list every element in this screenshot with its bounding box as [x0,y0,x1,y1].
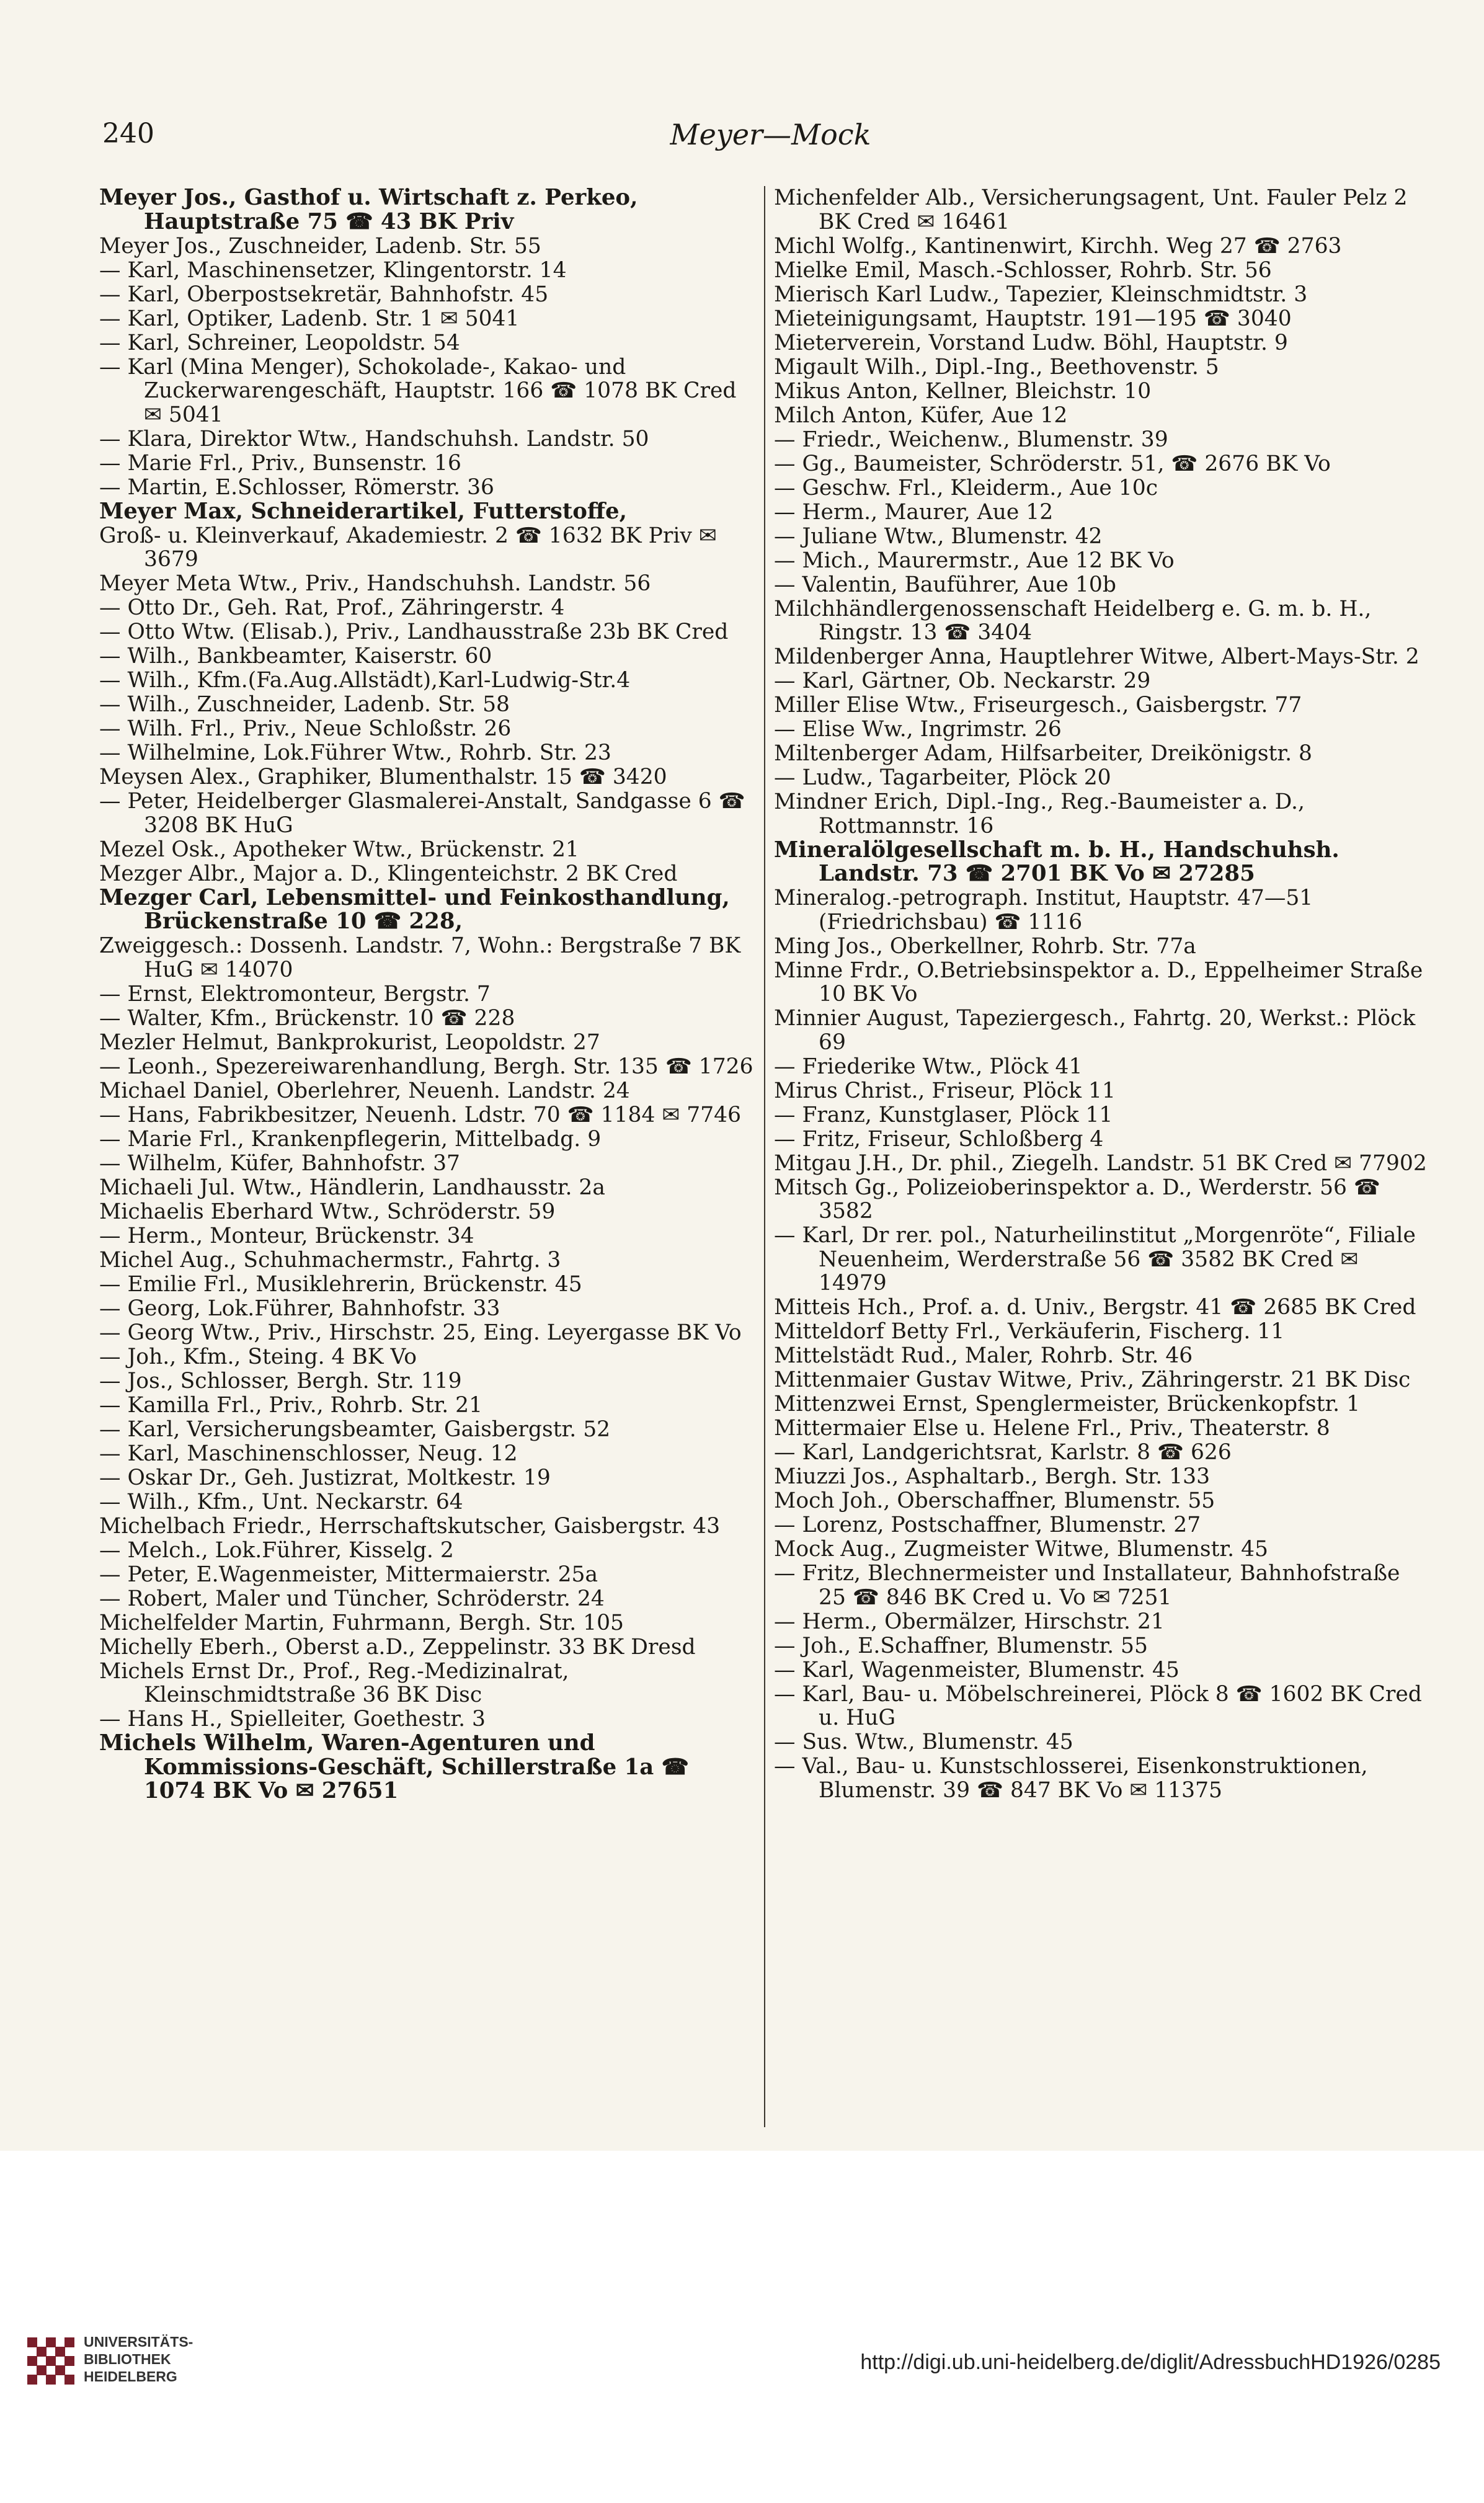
directory-entry: Mittermaier Else u. Helene Frl., Priv., Theaterstr. 8 [774,1416,1330,1441]
directory-entry: — Karl (Mina Menger), Schokolade-, Kakao- und Zuckerwarengeschäft, Hauptstr. 166 ☎ 1078 BK Cred ✉ 5041 [99,354,737,427]
directory-entry: — Ludw., Tagarbeiter, Plöck 20 [774,765,1111,790]
directory-entry: Michels Ernst Dr., Prof., Reg.-Medizinalrat, Kleinschmidtstraße 36 BK Disc [99,1658,569,1707]
directory-entry: Milch Anton, Küfer, Aue 12 [774,402,1068,428]
directory-entry: Meysen Alex., Graphiker, Blumenthalstr. 15 ☎ 3420 [99,765,667,789]
directory-entry: Mieteinigungsamt, Hauptstr. 191—195 ☎ 3040 [774,306,1292,331]
directory-entry: Migault Wilh., Dipl.-Ing., Beethovenstr. 5 [774,354,1219,380]
directory-entry: — Karl, Bau- u. Möbelschreinerei, Plöck 8 ☎ 1602 BK Cred u. HuG [774,1681,1422,1730]
directory-entry: Mittelstädt Rud., Maler, Rohrb. Str. 46 [774,1343,1193,1368]
directory-entry: — Wilh., Kfm., Unt. Neckarstr. 64 [99,1489,463,1514]
directory-entry: Michenfelder Alb., Versicherungsagent, Unt. Fauler Pelz 2 BK Cred ✉ 16461 [774,186,1408,234]
directory-entry: Mittenzwei Ernst, Spenglermeister, Brückenkopfstr. 1 [774,1392,1361,1416]
directory-entry: Minne Frdr., O.Betriebsinspektor a. D., Eppelheimer Straße 10 BK Vo [774,958,1423,1007]
directory-entry: Mirus Christ., Friseur, Plöck 11 [774,1078,1116,1103]
directory-entry: — Marie Frl., Krankenpflegerin, Mittelbadg. 9 [99,1126,602,1152]
directory-entry: Zweiggesch.: Dossenh. Landstr. 7, Wohn.: Bergstraße 7 BK HuG ✉ 14070 [99,933,741,982]
directory-entry: — Kamilla Frl., Priv., Rohrb. Str. 21 [99,1392,483,1418]
directory-entry: — Herm., Monteur, Brückenstr. 34 [99,1223,474,1248]
directory-entry: Groß- u. Kleinverkauf, Akademiestr. 2 ☎ 1632 BK Priv ✉ 3679 [99,523,717,572]
footer-band [0,2151,1484,2503]
directory-entry: Mieterverein, Vorstand Ludw. Böhl, Hauptstr. 9 [774,330,1288,355]
directory-entry: Mitteis Hch., Prof. a. d. Univ., Bergstr. 41 ☎ 2685 BK Cred [774,1295,1416,1320]
directory-entry: — Martin, E.Schlosser, Römerstr. 36 [99,474,494,500]
directory-entry: — Karl, Wagenmeister, Blumenstr. 45 [774,1657,1180,1683]
directory-entry: — Mich., Maurermstr., Aue 12 BK Vo [774,548,1175,573]
directory-entry: — Emilie Frl., Musiklehrerin, Brückenstr. 45 [99,1271,582,1297]
directory-entry: — Otto Dr., Geh. Rat, Prof., Zähringerstr. 4 [99,595,565,620]
library-logo-icon [25,2335,77,2387]
directory-entry: — Friedr., Weichenw., Blumenstr. 39 [774,427,1168,452]
directory-entry: Mitgau J.H., Dr. phil., Ziegelh. Landstr. 51 BK Cred ✉ 77902 [774,1150,1427,1176]
directory-entry: — Otto Wtw. (Elisab.), Priv., Landhausstraße 23b BK Cred [99,620,729,644]
directory-entry: — Marie Frl., Priv., Bunsenstr. 16 [99,450,461,476]
directory-entry: Michelly Eberh., Oberst a.D., Zeppelinstr. 33 BK Dresd [99,1634,696,1660]
directory-entry: Mineralölgesellschaft m. b. H., Handschuhsh. Landstr. 73 ☎ 2701 BK Vo ✉ 27285 [774,837,1340,886]
directory-entry: Michelbach Friedr., Herrschaftskutscher, Gaisbergstr. 43 [99,1513,721,1539]
directory-entry: Moch Joh., Oberschaffner, Blumenstr. 55 [774,1488,1215,1513]
directory-entry: Mitsch Gg., Polizeioberinspektor a. D., Werderstr. 56 ☎ 3582 [774,1175,1380,1224]
directory-entry: Mittenmaier Gustav Witwe, Priv., Zähringerstr. 21 BK Disc [774,1367,1411,1392]
directory-entry: — Hans, Fabrikbesitzer, Neuenh. Ldstr. 70 ☎ 1184 ✉ 7746 [99,1102,742,1127]
directory-entry: — Joh., E.Schaffner, Blumenstr. 55 [774,1633,1148,1658]
directory-entry: Mildenberger Anna, Hauptlehrer Witwe, Albert-Mays-Str. 2 [774,644,1420,669]
directory-entry: Mindner Erich, Dipl.-Ing., Reg.-Baumeister a. D., Rottmannstr. 16 [774,789,1305,838]
directory-entry: Miuzzi Jos., Asphaltarb., Bergh. Str. 133 [774,1464,1211,1489]
directory-entry: — Wilh., Zuschneider, Ladenb. Str. 58 [99,692,510,717]
directory-entry: — Oskar Dr., Geh. Justizrat, Moltkestr. 19 [99,1465,551,1490]
source-url-link[interactable]: http://digi.ub.uni-heidelberg.de/diglit/AdressbuchHD1926/0285 [860,2350,1441,2374]
library-name-line: HEIDELBERG [84,2368,177,2385]
directory-entry: — Herm., Obermälzer, Hirschstr. 21 [774,1609,1165,1634]
library-name [84,2333,193,2385]
directory-entry: — Elise Ww., Ingrimstr. 26 [774,717,1062,742]
directory-entry: — Karl, Landgerichtsrat, Karlstr. 8 ☎ 626 [774,1440,1232,1465]
directory-entry: Michelfelder Martin, Fuhrmann, Bergh. Str. 105 [99,1610,624,1635]
directory-entry: — Melch., Lok.Führer, Kisselg. 2 [99,1537,454,1563]
directory-entry: — Karl, Dr rer. pol., Naturheilinstitut „Morgenröte“, Filiale Neuenheim, Werderstraße 56 ☎ 3582 BK Cred ✉ 14979 [774,1223,1416,1296]
directory-entry: Michel Aug., Schuhmachermstr., Fahrtg. 3 [99,1247,561,1273]
directory-entry: — Ernst, Elektromonteur, Bergstr. 7 [99,981,491,1007]
directory-entry: Michaeli Jul. Wtw., Händlerin, Landhausstr. 2a [99,1175,605,1200]
directory-entry: — Franz, Kunstglaser, Plöck 11 [774,1102,1113,1127]
directory-entry: Michael Daniel, Oberlehrer, Neuenh. Landstr. 24 [99,1078,630,1103]
library-name-line: UNIVERSITÄTS- [84,2334,193,2350]
directory-entry: — Hans H., Spielleiter, Goethestr. 3 [99,1707,486,1732]
directory-entry: — Leonh., Spezereiwarenhandlung, Bergh. Str. 135 ☎ 1726 [99,1054,753,1079]
directory-entry: Michaelis Eberhard Wtw., Schröderstr. 59 [99,1199,556,1224]
directory-entry: — Georg Wtw., Priv., Hirschstr. 25, Eing. Leyergasse BK Vo [99,1320,742,1345]
directory-entry: Mezler Helmut, Bankprokurist, Leopoldstr. 27 [99,1029,600,1055]
directory-entry: — Klara, Direktor Wtw., Handschuhsh. Landstr. 50 [99,426,649,451]
directory-entry: Mitteldorf Betty Frl., Verkäuferin, Fischerg. 11 [774,1319,1285,1344]
directory-entry: Ming Jos., Oberkellner, Rohrb. Str. 77a [774,933,1196,959]
directory-entry: — Wilhelmine, Lok.Führer Wtw., Rohrb. Str. 23 [99,740,611,765]
directory-entry: Mezger Albr., Major a. D., Klingenteichstr. 2 BK Cred [99,861,678,886]
directory-entry: — Herm., Maurer, Aue 12 [774,499,1054,525]
directory-entry: Milchhändlergenossenschaft Heidelberg e. G. m. b. H., Ringstr. 13 ☎ 3404 [774,596,1372,645]
directory-entry: Miltenberger Adam, Hilfsarbeiter, Dreikönigstr. 8 [774,741,1312,766]
directory-entry: — Georg, Lok.Führer, Bahnhofstr. 33 [99,1296,500,1321]
directory-entry: — Karl, Optiker, Ladenb. Str. 1 ✉ 5041 [99,306,520,331]
directory-entry: — Friederike Wtw., Plöck 41 [774,1054,1083,1079]
directory-entry: — Peter, Heidelberger Glasmalerei-Anstalt, Sandgasse 6 ☎ 3208 BK HuG [99,789,745,838]
directory-entry: — Joh., Kfm., Steing. 4 BK Vo [99,1344,417,1369]
directory-entry: — Lorenz, Postschaffner, Blumenstr. 27 [774,1513,1201,1537]
directory-entry: — Karl, Schreiner, Leopoldstr. 54 [99,330,460,355]
directory-entry: Mezel Osk., Apotheker Wtw., Brückenstr. 21 [99,837,579,862]
directory-entry: Mock Aug., Zugmeister Witwe, Blumenstr. 45 [774,1537,1268,1562]
directory-entry: Michl Wolfg., Kantinenwirt, Kirchh. Weg 27 ☎ 2763 [774,233,1342,259]
directory-entry: — Val., Bau- u. Kunstschlosserei, Eisenkonstruktionen, Blumenstr. 39 ☎ 847 BK Vo ✉ 11375 [774,1754,1368,1803]
directory-entry: — Wilh., Bankbeamter, Kaiserstr. 60 [99,644,492,669]
directory-entry: — Karl, Maschinenschlosser, Neug. 12 [99,1441,518,1466]
directory-entry: — Sus. Wtw., Blumenstr. 45 [774,1730,1073,1754]
running-head: Meyer—Mock [670,118,871,151]
directory-entry: — Karl, Maschinensetzer, Klingentorstr. 14 [99,257,567,283]
directory-entry: — Wilhelm, Küfer, Bahnhofstr. 37 [99,1150,460,1176]
directory-entry: — Karl, Oberpostsekretär, Bahnhofstr. 45 [99,282,549,307]
directory-entry: — Walter, Kfm., Brückenstr. 10 ☎ 228 [99,1005,515,1031]
directory-entry: — Gg., Baumeister, Schröderstr. 51, ☎ 2676 BK Vo [774,451,1331,476]
directory-entry: — Fritz, Friseur, Schloßberg 4 [774,1126,1104,1152]
directory-entry: — Karl, Gärtner, Ob. Neckarstr. 29 [774,669,1151,693]
right-column [774,186,1431,2127]
directory-entry: Meyer Meta Wtw., Priv., Handschuhsh. Landstr. 56 [99,571,651,596]
directory-entry: Meyer Max, Schneiderartikel, Futterstoffe, [99,498,627,524]
directory-entry: — Robert, Maler und Tüncher, Schröderstr. 24 [99,1586,605,1611]
directory-entry: Minnier August, Tapeziergesch., Fahrtg. 20, Werkst.: Plöck 69 [774,1006,1416,1055]
directory-entry: Meyer Jos., Gasthof u. Wirtschaft z. Perkeo, Hauptstraße 75 ☎ 43 BK Priv [99,186,638,234]
directory-entry: — Fritz, Blechnermeister und Installateur, Bahnhofstraße 25 ☎ 846 BK Cred u. Vo ✉ 7251 [774,1561,1400,1610]
directory-entry: Mineralog.-petrograph. Institut, Hauptstr. 47—51 (Friedrichsbau) ☎ 1116 [774,886,1313,935]
directory-entry: — Juliane Wtw., Blumenstr. 42 [774,523,1103,549]
directory-entry: — Wilh. Frl., Priv., Neue Schloßstr. 26 [99,716,512,741]
directory-entry: — Geschw. Frl., Kleiderm., Aue 10c [774,475,1158,500]
directory-entry: — Wilh., Kfm.(Fa.Aug.Allstädt),Karl-Ludwig-Str.4 [99,668,631,693]
directory-entry: Mierisch Karl Ludw., Tapezier, Kleinschmidtstr. 3 [774,282,1308,307]
directory-entry: — Peter, E.Wagenmeister, Mittermaierstr. 25a [99,1562,598,1587]
left-column [99,186,757,2127]
directory-entry: Michels Wilhelm, Waren-Agenturen und Kommissions-Geschäft, Schillerstraße 1a ☎ 1074 BK Vo ✉ 27651 [99,1730,689,1803]
library-name-line: BIBLIOTHEK [84,2351,171,2367]
directory-entry: — Valentin, Bauführer, Aue 10b [774,572,1116,597]
page-number: 240 [102,118,154,149]
directory-entry: — Karl, Versicherungsbeamter, Gaisbergstr. 52 [99,1416,611,1442]
directory-entry: Mielke Emil, Masch.-Schlosser, Rohrb. Str. 56 [774,257,1272,283]
directory-entry: Meyer Jos., Zuschneider, Ladenb. Str. 55 [99,233,541,259]
column-divider [764,186,765,2127]
directory-entry: Mikus Anton, Kellner, Bleichstr. 10 [774,378,1152,404]
directory-entry: Miller Elise Wtw., Friseurgesch., Gaisbergstr. 77 [774,693,1302,718]
page-header [102,118,1439,161]
directory-entry: Mezger Carl, Lebensmittel- und Feinkosthandlung, Brückenstraße 10 ☎ 228, [99,884,730,934]
directory-entry: — Jos., Schlosser, Bergh. Str. 119 [99,1368,462,1394]
